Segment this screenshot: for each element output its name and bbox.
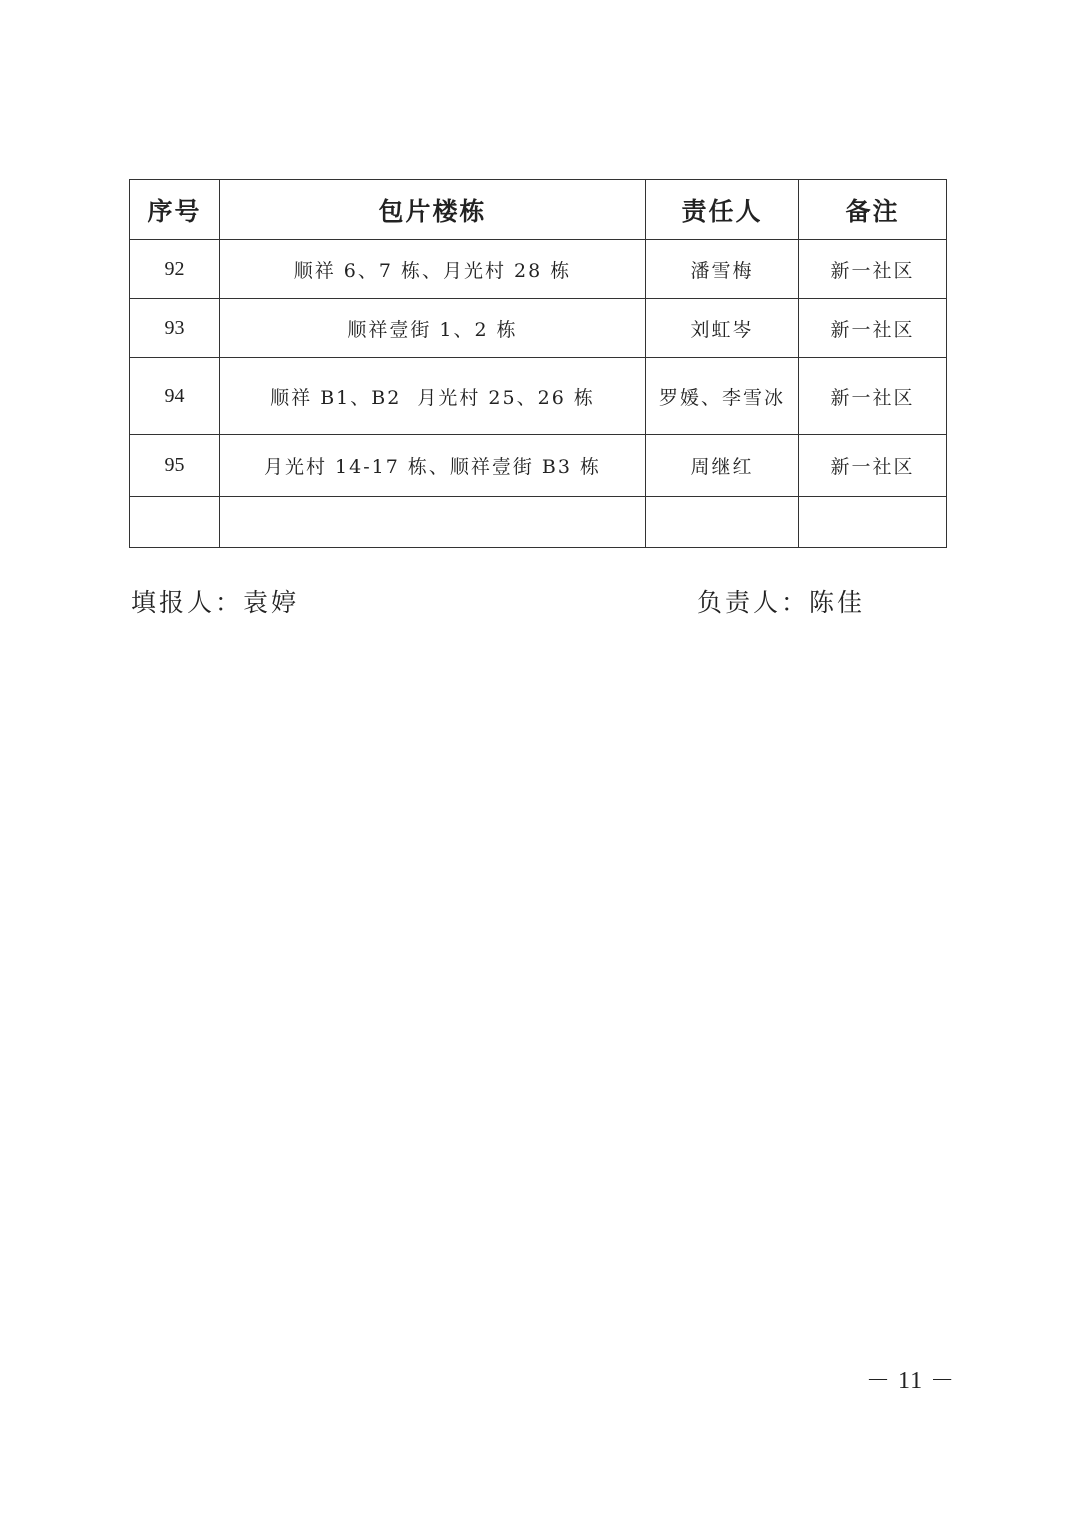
header-serial-number: 序号 xyxy=(130,180,220,240)
cell-buildings: 顺祥 B1、B2 月光村 25、26 栋 xyxy=(220,358,646,435)
building-assignment-table xyxy=(129,179,947,548)
table-row xyxy=(130,435,947,497)
cell-buildings: 顺祥 6、7 栋、月光村 28 栋 xyxy=(220,240,646,299)
header-remarks: 备注 xyxy=(799,180,947,240)
cell-serial-number: 92 xyxy=(130,240,220,299)
cell-serial-number: 94 xyxy=(130,358,220,435)
cell-serial-number: 93 xyxy=(130,299,220,358)
header-buildings: 包片楼栋 xyxy=(220,180,646,240)
cell-remarks xyxy=(799,497,947,548)
cell-serial-number: 95 xyxy=(130,435,220,497)
cell-responsible-person: 周继红 xyxy=(646,435,799,497)
table-row xyxy=(130,240,947,299)
cell-remarks: 新一社区 xyxy=(799,240,947,299)
cell-responsible-person: 潘雪梅 xyxy=(646,240,799,299)
cell-buildings: 月光村 14-17 栋、顺祥壹街 B3 栋 xyxy=(220,435,646,497)
cell-remarks: 新一社区 xyxy=(799,435,947,497)
table-row xyxy=(130,299,947,358)
filler-signature: 填报人：袁婷 xyxy=(131,588,300,617)
cell-buildings: 顺祥壹街 1、2 栋 xyxy=(220,299,646,358)
header-responsible-person: 责任人 xyxy=(646,180,799,240)
table-header-row xyxy=(130,180,947,240)
table-row xyxy=(130,358,947,435)
table-row-empty xyxy=(130,497,947,548)
cell-remarks: 新一社区 xyxy=(799,358,947,435)
page-number: － 11 － xyxy=(866,1368,956,1394)
cell-buildings xyxy=(220,497,646,548)
cell-remarks: 新一社区 xyxy=(799,299,947,358)
cell-serial-number xyxy=(130,497,220,548)
cell-responsible-person xyxy=(646,497,799,548)
responsible-signature: 负责人：陈佳 xyxy=(697,588,866,617)
cell-responsible-person: 刘虹岑 xyxy=(646,299,799,358)
cell-responsible-person: 罗媛、李雪冰 xyxy=(646,358,799,435)
